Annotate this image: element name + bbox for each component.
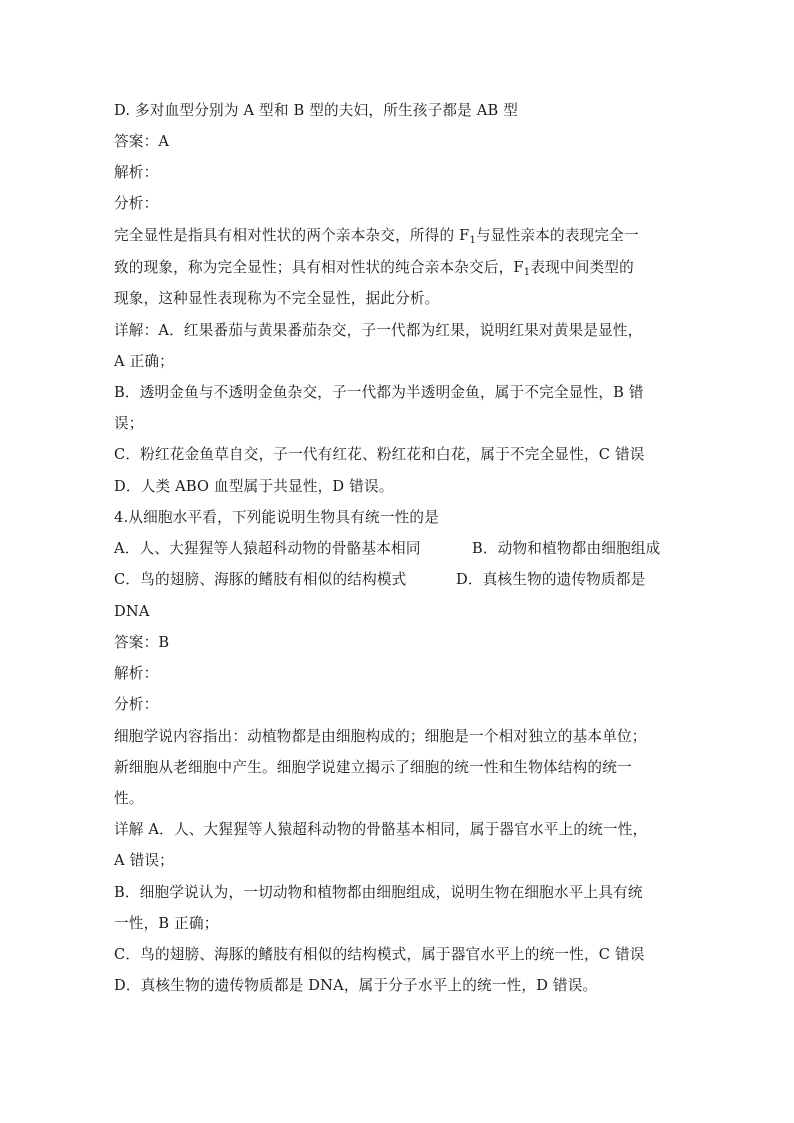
q4-jiexi-label: 解析： <box>114 665 159 682</box>
q4-option-b: B．动物和植物都由细胞组成 <box>472 540 661 557</box>
q4-fenxi-label: 分析： <box>114 696 159 713</box>
q4-analysis-line-3: 性。 <box>114 790 144 807</box>
q3-analysis-line-2-a: 致的现象，称为完全显性；具有相对性状的纯合亲本杂交后，F <box>114 259 524 276</box>
q3-detail-line-4: 误； <box>114 415 144 432</box>
q3-jiexi-label: 解析： <box>114 164 159 181</box>
q3-detail-line-6: D．人类 ABO 血型属于共显性，D 错误。 <box>114 478 394 495</box>
q3-analysis-line-3: 现象，这种显性表现称为不完全显性，据此分析。 <box>114 290 440 307</box>
q4-option-a: A．人、大猩猩等人猿超科动物的骨骼基本相同 <box>114 540 421 557</box>
q4-options-row-1 <box>114 540 674 558</box>
q3-analysis-line-1 <box>114 227 639 245</box>
q3-analysis-line-1-a: 完全显性是指具有相对性状的两个亲本杂交，所得的 F <box>114 227 470 244</box>
q3-analysis-line-2 <box>114 259 634 277</box>
q4-detail-line-1: 详解 A．人、大猩猩等人猿超科动物的骨骼基本相同，属于器官水平上的统一性， <box>114 821 648 838</box>
q4-options-row-2 <box>114 571 674 589</box>
f1-subscript: 1 <box>469 235 476 246</box>
q3-fenxi-label: 分析： <box>114 195 159 212</box>
q4-detail-line-2: A 错误； <box>114 852 174 869</box>
q4-answer: 答案：B <box>114 634 170 651</box>
q4-analysis-line-1: 细胞学说内容指出：动植物都是由细胞构成的；细胞是一个相对独立的基本单位； <box>114 728 647 745</box>
q3-detail-line-1: 详解：A．红果番茄与黄果番茄杂交，子一代都为红果，说明红果对黄果是显性， <box>114 322 643 339</box>
q3-answer: 答案：A <box>114 133 170 150</box>
q3-analysis-line-1-b: 与显性亲本的表现完全一 <box>476 227 639 244</box>
q4-option-c: C．鸟的翅膀、海豚的鳍肢有相似的结构模式 <box>114 571 407 588</box>
q4-stem: 4.从细胞水平看，下列能说明生物具有统一性的是 <box>114 509 439 526</box>
q3-detail-line-5: C．粉红花金鱼草自交，子一代有红花、粉红花和白花，属于不完全显性，C 错误 <box>114 446 645 463</box>
q4-option-d-cont: DNA <box>114 603 150 620</box>
q4-detail-line-3: B．细胞学说认为，一切动物和植物都由细胞组成，说明生物在细胞水平上具有统 <box>114 884 643 901</box>
q4-analysis-line-2: 新细胞从老细胞中产生。细胞学说建立揭示了细胞的统一性和生物体结构的统一 <box>114 759 632 776</box>
q4-detail-line-4: 一性，B 正确； <box>114 915 219 932</box>
q3-detail-line-2: A 正确； <box>114 353 174 370</box>
q4-detail-line-5: C．鸟的翅膀、海豚的鳍肢有相似的结构模式，属于器官水平上的统一性，C 错误 <box>114 946 645 963</box>
q3-detail-line-3: B．透明金鱼与不透明金鱼杂交，子一代都为半透明金鱼，属于不完全显性，B 错 <box>114 384 644 401</box>
q3-option-d: D. 多对血型分别为 A 型和 B 型的夫妇，所生孩子都是 AB 型 <box>114 102 519 119</box>
q3-analysis-line-2-b: 表现中间类型的 <box>530 259 634 276</box>
q4-detail-line-6: D．真核生物的遗传物质都是 DNA，属于分子水平上的统一性，D 错误。 <box>114 977 598 994</box>
f1-subscript: 1 <box>523 267 531 278</box>
q4-option-d: D．真核生物的遗传物质都是 <box>456 571 646 588</box>
